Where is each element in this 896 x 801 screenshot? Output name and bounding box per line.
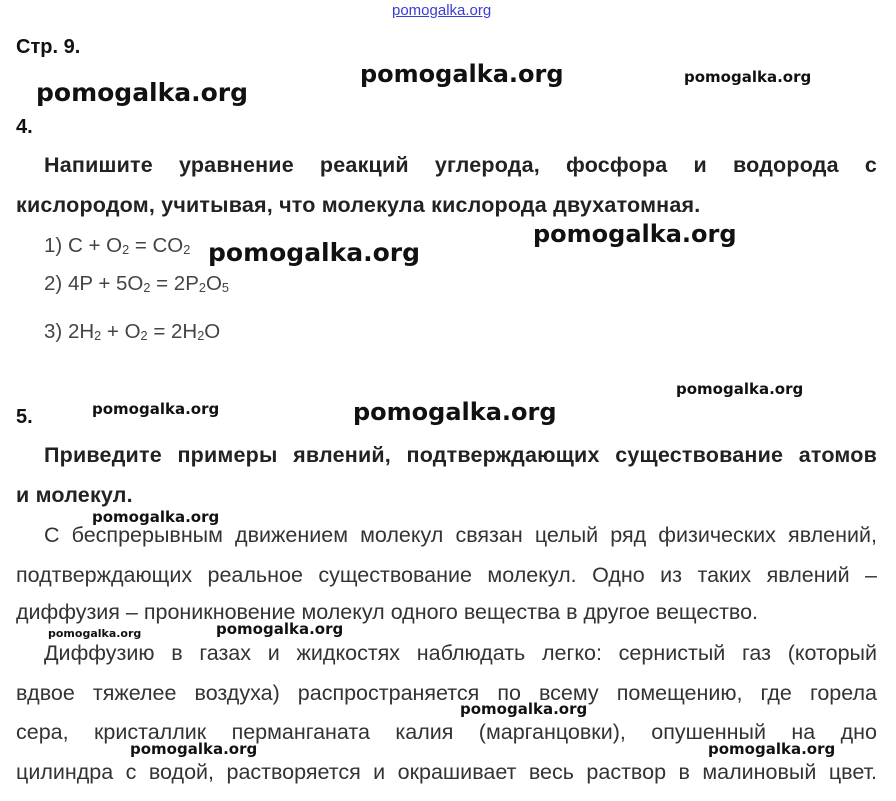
watermark: pomogalka.org: [36, 78, 249, 107]
page-label: Стр. 9.: [16, 36, 81, 58]
answer-line-7: цилиндра с водой, растворяется и окрашивает весь раствор в малиновый цвет.: [16, 760, 877, 784]
answer-line-5: вдвое тяжелее воздуха) распространяется по всему помещению, где горела: [16, 681, 877, 705]
answer-line-1: С беспрерывным движением молекул связан целый ряд физических явлений,: [44, 523, 877, 547]
watermark: pomogalka.org: [48, 627, 142, 640]
watermark: pomogalka.org: [360, 60, 564, 88]
answer-line-3: диффузия – проникновение молекул одного вещества в другое вещество.: [16, 600, 759, 624]
task-5-question-line2: и молекул.: [16, 483, 133, 507]
answer-line-6: сера, кристаллик перманганата калия (марганцовки), опушенный на дно: [16, 720, 877, 744]
watermark: pomogalka.org: [216, 620, 344, 638]
watermark: pomogalka.org: [92, 508, 220, 526]
answer-line-2: подтверждающих реальное существование молекул. Одно из таких явлений –: [16, 563, 877, 587]
equation-3: 3) $2H_2 + O_2 = 2H_2O$: [44, 320, 221, 343]
equation-1: 1) $C + O_2 = CO_2$: [44, 234, 191, 257]
watermark: pomogalka.org: [92, 400, 220, 418]
watermark-top[interactable]: pomogalka.org: [392, 2, 492, 19]
watermark: pomogalka.org: [708, 740, 836, 758]
equation-2: 2) $4P + 5O_2 = 2P_2O_5$: [44, 272, 229, 295]
watermark: pomogalka.org: [460, 700, 588, 718]
task-4-question-line2: кислородом, учитывая, что молекула кислорода двухатомная.: [16, 193, 701, 217]
watermark: pomogalka.org: [676, 380, 804, 398]
task-5-number: 5.: [16, 406, 33, 428]
watermark: pomogalka.org: [533, 220, 737, 248]
watermark: pomogalka.org: [130, 740, 258, 758]
task-4-number: 4.: [16, 116, 33, 138]
watermark: pomogalka.org: [684, 68, 812, 86]
task-5-question-line1: Приведите примеры явлений, подтверждающих существование атомов: [44, 443, 877, 467]
answer-line-4: Диффузию в газах и жидкостях наблюдать легко: сернистый газ (который: [44, 641, 877, 665]
task-4-question-line1: Напишите уравнение реакций углерода, фосфора и водорода с: [44, 153, 877, 177]
watermark: pomogalka.org: [353, 398, 557, 426]
watermark: pomogalka.org: [208, 238, 421, 267]
